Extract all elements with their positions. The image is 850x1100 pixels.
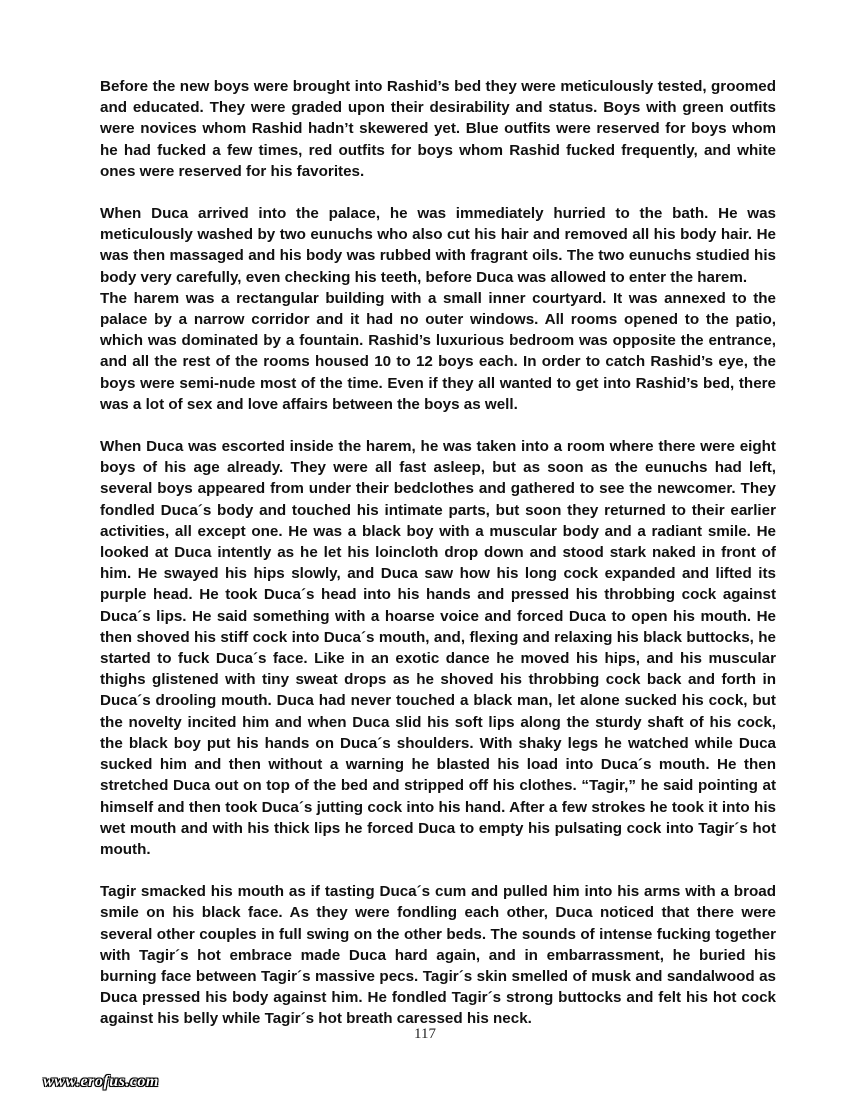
paragraph-tagir: Tagir smacked his mouth as if tasting Duca´s cum and pulled him into his arms with a broad smile on his black face. As they were fondling each other, Duca noticed that there were several other couples in full swing on the other beds. The sounds of intense fucking together with Tagir´s hot embrace made Duca hard again, and in embarrassment, he buried his burning face between Tagir´s massive pecs. Tagir´s skin smelled of musk and sandalwood as Duca pressed his body against him. He fondled Tagir´s strong buttocks and felt his hot cock against his belly while Tagir´s hot breath caressed his neck. xyxy=(100,883,776,1028)
paragraph-arrival: When Duca arrived into the palace, he was immediately hurried to the bath. He was meticulously washed by two eunuchs who also cut his hair and removed all his body hair. He was then massaged and his body was rubbed with fragrant oils. The two eunuchs studied his body very carefully, even checking his teeth, before Duca was allowed to enter the harem. xyxy=(100,205,776,286)
page-body xyxy=(100,76,776,1051)
watermark-logo: www.erofus.com xyxy=(43,1073,159,1090)
paragraph-harem: The harem was a rectangular building with a small inner courtyard. It was annexed to the palace by a narrow corridor and it had no outer windows. All rooms opened to the patio, which was dominated by a fountain. Rashid’s luxurious bedroom was opposite the entrance, and all the rest of the rooms housed 10 to 12 boys each. In order to catch Rashid’s eye, the boys were semi-nude most of the time. Even if they all wanted to get into Rashid’s bed, there was a lot of sex and love affairs between the boys as well. xyxy=(100,289,776,413)
page-number: 117 xyxy=(414,1026,436,1042)
paragraph-escort: When Duca was escorted inside the harem, he was taken into a room where there were eight boys of his age already. They were all fast asleep, but as soon as the eunuchs had left, several boys appeared from under their bedclothes and gathered to see the newcomer. They fondled Duca´s body and touched his intimate parts, but soon they returned to their earlier activities, all except one. He was a black boy with a muscular body and a radiant smile. He looked at Duca intently as he let his loincloth drop down and stood stark naked in front of him. He swayed his hips slowly, and Duca saw how his long cock expanded and lifted its purple head. He took Duca´s head into his hands and pressed his throbbing cock against Duca´s lips. He said something with a hoarse voice and forced Duca to open his mouth. He then shoved his stiff cock into Duca´s mouth, and, flexing and relaxing his black buttocks, he started to fuck Duca´s face. Like in an exotic dance he moved his hips, and his muscular thighs glistened with tiny sweat drops as he shoved his throbbing cock back and forth in Duca´s drooling mouth. Duca had never touched a black man, let alone sucked his cock, but the novelty incited him and when Duca slid his soft lips along the sturdy shaft of his cock, the black boy put his hands on Duca´s shoulders. With shaky legs he watched while Duca sucked him and then without a warning he blasted his load into Duca´s mouth. He then stretched Duca out on top of the bed and stripped off his clothes. “Tagir,” he said pointing at himself and then took Duca´s jutting cock into his hand. After a few strokes he took it into his wet mouth and with his thick lips he forced Duca to empty his pulsating cock into Tagir´s hot mouth. xyxy=(100,438,776,858)
paragraph-outfits: Before the new boys were brought into Rashid’s bed they were meticulously tested, groomed and educated. They were graded upon their desirability and status. Boys with green outfits were novices whom Rashid hadn’t skewered yet. Blue outfits were reserved for boys whom he had fucked a few times, red outfits for boys whom Rashid fucked frequently, and white ones were reserved for his favorites. xyxy=(100,78,776,180)
